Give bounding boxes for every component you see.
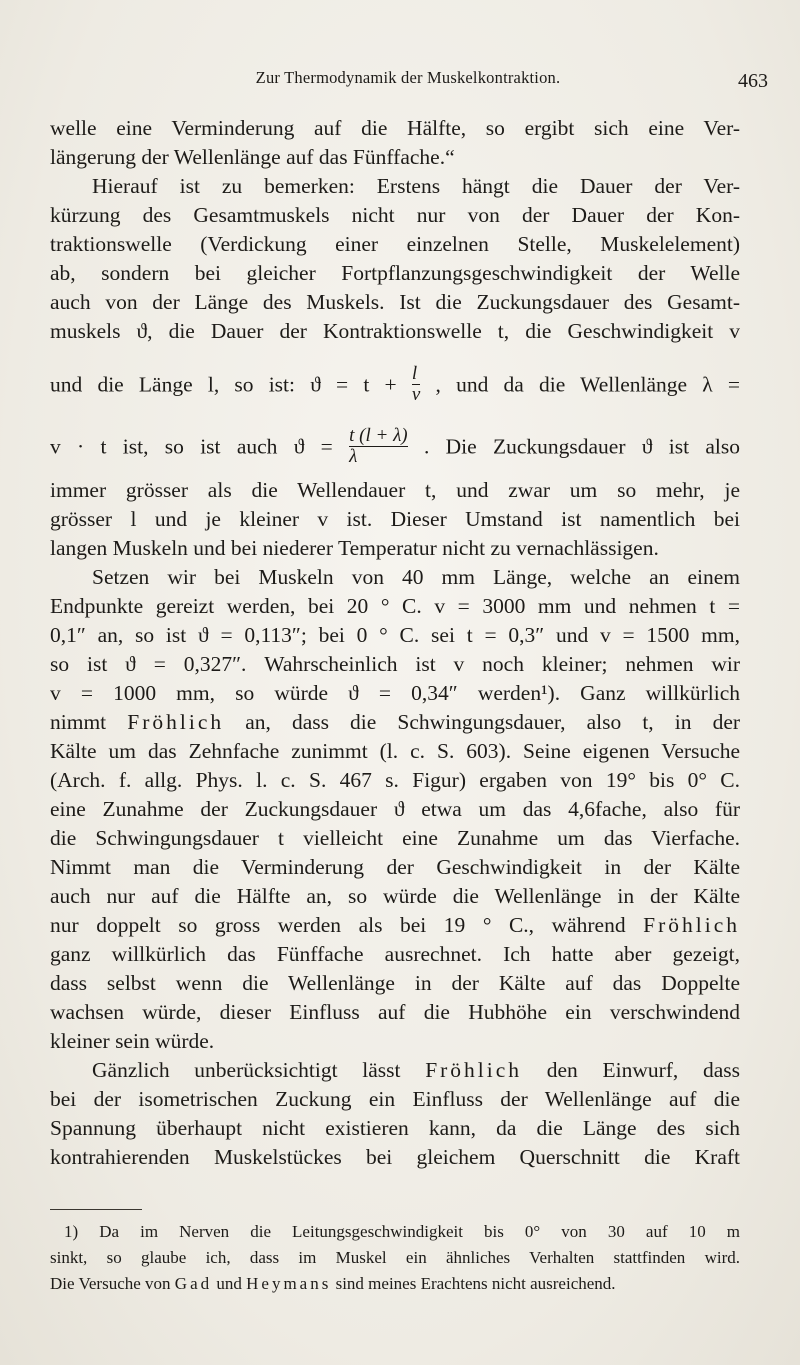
text-line: traktionswelle (Verdickung einer einzelnen Stelle, Muskelelement) — [50, 232, 740, 256]
formula-text: und die Länge l, so ist: ϑ = t + — [50, 372, 397, 397]
text-line: eine Zunahme der Zuckungsdauer ϑ etwa um das 4,6fache, also für — [50, 797, 740, 821]
text-line: Kälte um das Zehnfache zunimmt (l. c. S. 603). Seine eigenen Versuche — [50, 739, 740, 763]
text-line: Spannung überhaupt nicht existieren kann, da die Länge des sich — [50, 1116, 740, 1140]
text-line: Hierauf ist zu bemerken: Erstens hängt die Dauer der Ver- — [92, 174, 740, 198]
text-line: ab, sondern bei gleicher Fortpflanzungsgeschwindigkeit der Welle — [50, 261, 740, 285]
text-line: kleiner sein würde. — [50, 1029, 215, 1053]
text-run: Die Versuche von — [50, 1274, 171, 1293]
text-run: sind meines Erachtens nicht ausreichend. — [335, 1274, 616, 1293]
footnote-divider — [50, 1209, 142, 1210]
text-run: an, dass die Schwingungsdauer, also t, in der — [245, 710, 741, 734]
fraction-numerator: l — [411, 363, 418, 384]
text-line: so ist ϑ = 0,327″. Wahrscheinlich ist v noch kleiner; nehmen wir — [50, 652, 740, 676]
formula-text: . Die Zuckungsdauer ϑ ist also — [423, 434, 741, 459]
text-line — [50, 1056, 740, 1085]
author-name: Fröhlich — [425, 1058, 523, 1082]
text-line: kürzung des Gesamtmuskels nicht nur von der Dauer der Kon- — [50, 203, 740, 227]
text-line: wachsen würde, dieser Einfluss auf die Hubhöhe ein verschwindend — [50, 1000, 740, 1024]
text-line: Endpunkte gereizt werden, bei 20 ° C. v = 3000 mm und nehmen t = — [50, 594, 740, 618]
running-title: Zur Thermodynamik der Muskelkontraktion. — [255, 68, 561, 87]
text-line: v = 1000 mm, so würde ϑ = 0,34″ werden¹). Ganz willkürlich — [50, 681, 740, 705]
page-number: 463 — [738, 70, 768, 92]
text-line: die Schwingungsdauer t vielleicht eine Zunahme um das Vierfache. — [50, 826, 740, 850]
text-run: und — [216, 1274, 242, 1293]
text-line — [50, 911, 740, 940]
footnote-line — [50, 1271, 740, 1297]
page-header — [48, 62, 768, 92]
author-name: Fröhlich — [643, 913, 740, 937]
fraction-denominator: λ — [349, 446, 408, 467]
text-line: 0,1″ an, so ist ϑ = 0,113″; bei 0 ° C. sei t = 0,3″ und v = 1500 mm, — [50, 623, 740, 647]
formula-text: , und da die Wellenlänge λ = — [435, 372, 741, 397]
text-line: Setzen wir bei Muskeln von 40 mm Länge, welche an einem — [92, 565, 740, 589]
text-line: auch nur auf die Hälfte an, so würde die Wellenlänge in der Kälte — [50, 884, 740, 908]
text-line: ganz willkürlich das Fünffache ausrechnet. Ich hatte aber gezeigt, — [50, 942, 740, 966]
text-line-formula — [50, 425, 741, 469]
fraction-l-over-v — [412, 364, 420, 405]
text-line: längerung der Wellenlänge auf das Fünffache.“ — [50, 145, 455, 169]
text-line: dass selbst wenn die Wellenlänge in der Kälte auf das Doppelte — [50, 971, 740, 995]
fraction-numerator: t (l + λ) — [349, 425, 408, 446]
text-run: den Einwurf, dass — [546, 1058, 741, 1082]
author-name: Heymans — [246, 1274, 332, 1293]
text-run: nimmt — [50, 710, 107, 734]
footnote-line: sinkt, so glaube ich, dass im Muskel ein ähnliches Verhalten stattfinden wird. — [50, 1248, 740, 1267]
text-line: muskels ϑ, die Dauer der Kontraktionswelle t, die Geschwindigkeit v — [50, 319, 740, 343]
author-name: Fröhlich — [127, 710, 225, 734]
text-line: immer grösser als die Wellendauer t, und zwar um so mehr, je — [50, 478, 740, 502]
text-line: langen Muskeln und bei niederer Temperatur nicht zu vernachlässigen. — [50, 536, 659, 560]
text-line: bei der isometrischen Zuckung ein Einfluss der Wellenlänge auf die — [50, 1087, 740, 1111]
text-line: Nimmt man die Verminderung der Geschwindigkeit in der Kälte — [50, 855, 740, 879]
text-line: welle eine Verminderung auf die Hälfte, so ergibt sich eine Ver- — [50, 116, 740, 140]
footnote-line: 1) Da im Nerven die Leitungsgeschwindigkeit bis 0° von 30 auf 10 m — [64, 1222, 740, 1241]
fraction-t-l-lambda — [349, 426, 408, 467]
text-line: auch von der Länge des Muskels. Ist die Zuckungsdauer des Gesamt- — [50, 290, 740, 314]
text-run: Gänzlich unberücksichtigt lässt — [92, 1058, 401, 1082]
fraction-denominator: v — [411, 384, 421, 405]
text-run: nur doppelt so gross werden als bei 19 ° C., während — [50, 913, 626, 937]
text-line: grösser l und je kleiner v ist. Dieser Umstand ist namentlich bei — [50, 507, 740, 531]
author-name: Gad — [174, 1274, 213, 1293]
text-line: kontrahierenden Muskelstückes bei gleichem Querschnitt die Kraft — [50, 1145, 740, 1169]
text-line — [50, 708, 740, 737]
text-line: (Arch. f. allg. Phys. l. c. S. 467 s. Figur) ergaben von 19° bis 0° C. — [50, 768, 740, 792]
text-line-formula — [50, 363, 741, 407]
formula-text: v · t ist, so ist auch ϑ = — [50, 434, 333, 459]
